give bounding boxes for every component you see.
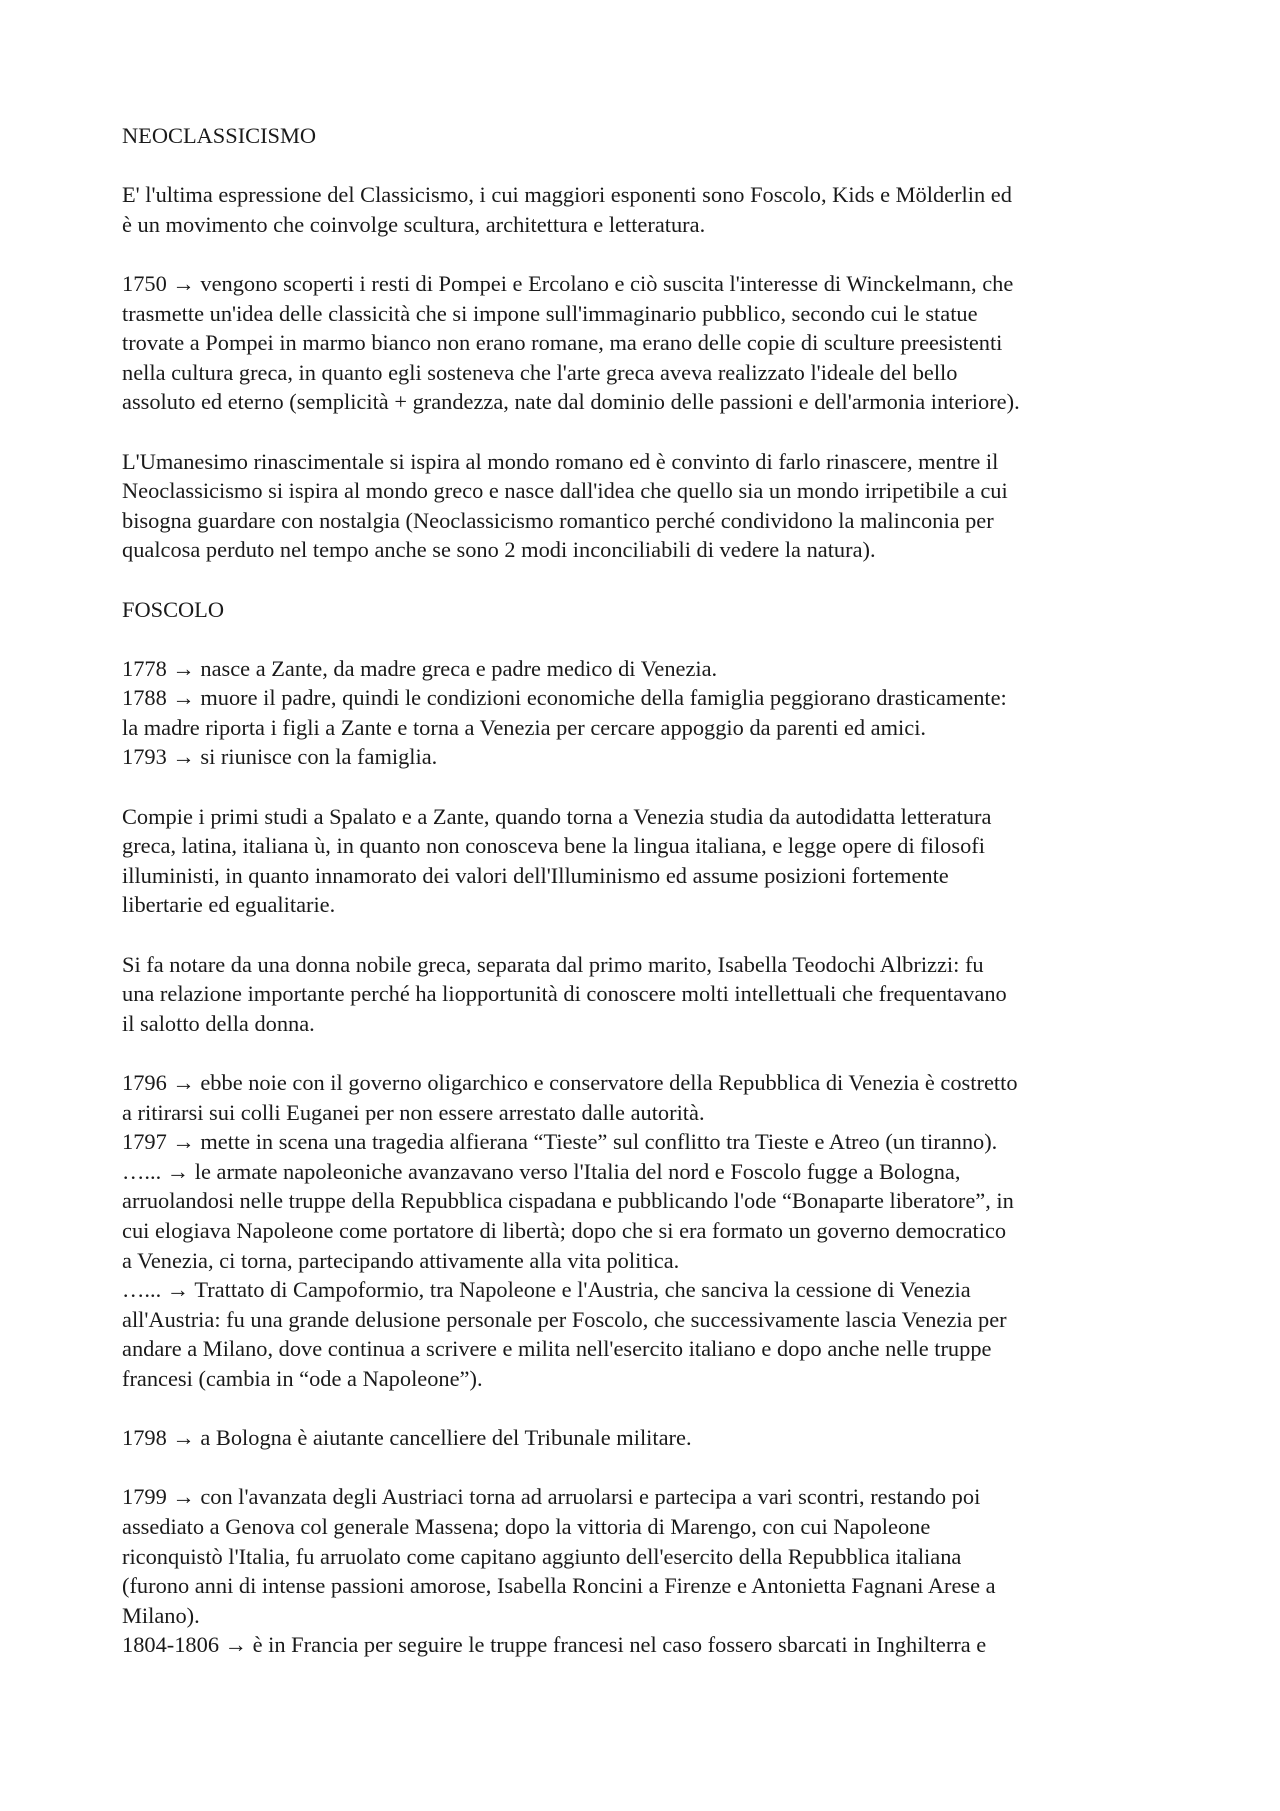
text-line: a Venezia, ci torna, partecipando attivamente alla vita politica. (122, 1247, 680, 1273)
text-line: bisogna guardare con nostalgia (Neoclassicismo romantico perché condividono la malinconia per (122, 507, 994, 533)
text-line: il salotto della donna. (122, 1010, 315, 1036)
text-line: 1788 → muore il padre, quindi le condizioni economiche della famiglia peggiorano drasticamente: (122, 685, 1007, 711)
text-line: trasmette un'idea delle classicità che si impone sull'immaginario pubblico, secondo cui le statue (122, 300, 978, 326)
text-line: trovate a Pompei in marmo bianco non erano romane, ma erano delle copie di sculture preesistenti (122, 330, 1003, 356)
text-line: è un movimento che coinvolge scultura, architettura e letteratura. (122, 211, 706, 237)
paragraph-timeline-politics (122, 1068, 1182, 1394)
paragraph-1798: 1798 → a Bologna è aiutante cancelliere del Tribunale militare. (122, 1425, 692, 1451)
text-line: 1796 → ebbe noie con il governo oligarchico e conservatore della Repubblica di Venezia è costretto (122, 1070, 1018, 1095)
paragraph-albrizzi (122, 950, 1182, 1039)
paragraph-1799 (122, 1482, 1182, 1660)
text-line: andare a Milano, dove continua a scrivere e milita nell'esercito italiano e dopo anche nelle truppe (122, 1336, 992, 1362)
paragraph-studi (122, 802, 1182, 920)
text-line: 1750 → vengono scoperti i resti di Pompei e Ercolano e ciò suscita l'interesse di Winckelmann, che (122, 270, 1014, 296)
paragraph-1750 (122, 269, 1182, 417)
text-line: riconquistò l'Italia, fu arruolato come capitano aggiunto dell'esercito della Repubblica italiana (122, 1543, 962, 1569)
text-line: E' l'ultima espressione del Classicismo, i cui maggiori esponenti sono Foscolo, Kids e Mölderlin ed (122, 182, 1012, 208)
text-line: greca, latina, italiana ù, in quanto non conosceva bene la lingua italiana, e legge opere di filosofi (122, 833, 985, 859)
heading-neoclassicismo: NEOCLASSICISMO (122, 123, 317, 148)
text-line: 1797 → mette in scena una tragedia alfierana “Tieste” sul conflitto tra Tieste e Atreo (un tiranno). (122, 1129, 998, 1155)
heading-foscolo: FOSCOLO (122, 596, 225, 622)
text-line: 1778 → nasce a Zante, da madre greca e padre medico di Venezia. (122, 655, 718, 681)
text-line: assediato a Genova col generale Massena; dopo la vittoria di Marengo, con cui Napoleone (122, 1513, 931, 1539)
text-line: …... → Trattato di Campoformio, tra Napoleone e l'Austria, che sanciva la cessione di Venezia (122, 1277, 971, 1303)
text-line: a ritirarsi sui colli Euganei per non essere arrestato dalle autorità. (122, 1099, 705, 1125)
text-line: assoluto ed eterno (semplicità + grandezza, nate dal dominio delle passioni e dell'armonia interiore). (122, 389, 1020, 415)
text-line: Neoclassicismo si ispira al mondo greco e nasce dall'idea che quello sia un mondo irripetibile a cui (122, 478, 1008, 504)
text-line: Milano). (122, 1602, 200, 1628)
text-line: 1799 → con l'avanzata degli Austriaci torna ad arruolarsi e partecipa a vari scontri, restando poi (122, 1484, 981, 1510)
text-line: all'Austria: fu una grande delusione personale per Foscolo, che successivamente lascia Venezia per (122, 1306, 1007, 1332)
document-page (122, 121, 1182, 1660)
text-line: 1804-1806 → è in Francia per seguire le truppe francesi nel caso fossero sbarcati in Inghilterra e (122, 1632, 987, 1658)
text-line: …... → le armate napoleoniche avanzavano verso l'Italia del nord e Foscolo fugge a Bologna, (122, 1158, 961, 1184)
text-line: la madre riporta i figli a Zante e torna a Venezia per cercare appoggio da parenti ed amici. (122, 714, 927, 740)
text-line: una relazione importante perché ha liopportunità di conoscere molti intellettuali che frequentavano (122, 981, 1007, 1007)
text-line: L'Umanesimo rinascimentale si ispira al mondo romano ed è convinto di farlo rinascere, mentre il (122, 448, 999, 474)
text-line: qualcosa perduto nel tempo anche se sono 2 modi inconciliabili di vedere la natura). (122, 537, 876, 563)
text-line: cui elogiava Napoleone come portatore di libertà; dopo che si era formato un governo democratico (122, 1217, 1007, 1243)
text-line: Si fa notare da una donna nobile greca, separata dal primo marito, Isabella Teodochi Albrizzi: fu (122, 951, 984, 977)
text-line: nella cultura greca, in quanto egli sosteneva che l'arte greca aveva realizzato l'ideale del bello (122, 359, 958, 385)
paragraph-intro (122, 180, 1182, 239)
text-line: (furono anni di intense passioni amorose, Isabella Roncini a Firenze e Antonietta Fagnani Arese a (122, 1573, 996, 1599)
text-line: arruolandosi nelle truppe della Repubblica cispadana e pubblicando l'ode “Bonaparte liberatore”, in (122, 1188, 1014, 1214)
text-line: 1793 → si riunisce con la famiglia. (122, 744, 438, 770)
paragraph-timeline-early (122, 654, 1182, 772)
text-line: Compie i primi studi a Spalato e a Zante, quando torna a Venezia studia da autodidatta letteratura (122, 803, 992, 829)
text-line: libertarie ed egualitarie. (122, 892, 336, 918)
text-line: francesi (cambia in “ode a Napoleone”). (122, 1365, 483, 1391)
text-line: illuministi, in quanto innamorato dei valori dell'Illuminismo ed assume posizioni fortemente (122, 862, 949, 888)
paragraph-umanesimo (122, 447, 1182, 565)
